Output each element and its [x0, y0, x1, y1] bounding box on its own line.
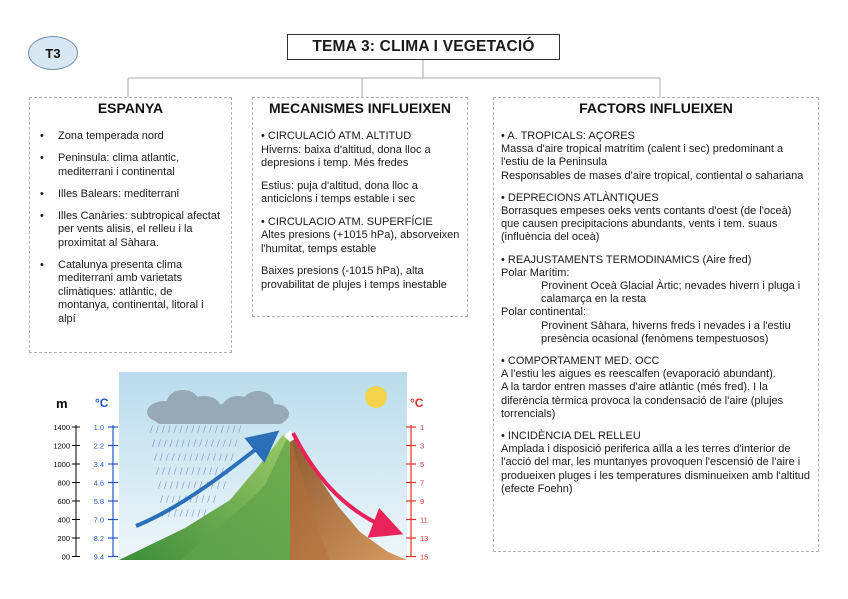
- left-temp-tick-label: 4.6: [93, 478, 104, 488]
- factors-panel: [493, 97, 819, 552]
- reajust-title: • REAJUSTAMENTS TERMODINAMICS (Aire fred): [501, 254, 812, 267]
- svg-text:/ / / / / / / /: / / / / / / / /: [162, 509, 207, 519]
- altitude-tick-label: 1400: [53, 423, 70, 432]
- left-temp-tick-label: 1.0: [93, 423, 104, 432]
- left-temp-tick-label: 2.2: [93, 441, 104, 451]
- altitude-tick-label: 1000: [53, 460, 70, 469]
- superficie-baixes: Baixes presions (-1015 hPa), alta provabilitat de plujes i temps inestable: [261, 265, 447, 291]
- svg-text:/ / / / / / / / / / / / / /: / / / / / / / / / / / / / /: [154, 453, 234, 463]
- right-temp-tick-label: 3: [420, 441, 425, 451]
- svg-text:/ / / / / / / / / /: / / / / / / / / / /: [160, 495, 217, 505]
- altitude-tick-label: 00: [61, 552, 70, 562]
- comportament-title: • COMPORTAMENT MED. OCC: [501, 355, 812, 368]
- list-item: • Catalunya presenta clima mediterrani amb varietats climàtiques: atlàntic, de montanya, continental, litoral i alpí: [38, 259, 223, 327]
- superficie-altes: Altes presions (+1015 hPa), absorveixen l'humitat, temps estable: [261, 229, 460, 255]
- svg-text:/ / / / / / / / / / / /: / / / / / / / / / / / /: [158, 481, 226, 491]
- espanya-heading: ESPANYA: [97, 100, 164, 116]
- right-temp-tick-label: 15: [420, 552, 429, 562]
- superficie-title: CIRCULACIO ATM. SUPERFÍCIE: [267, 215, 433, 228]
- polar-maritim-label: Polar Marítim:: [501, 266, 570, 279]
- topic-badge: T3: [28, 36, 78, 70]
- depresions-title: • DEPRECIONS ATLÀNTIQUES: [501, 192, 812, 205]
- svg-text:/ / / / / / / / / / / / / / /: / / / / / / / / / / / / / / / /: [150, 425, 242, 435]
- altitude-tick-label: 600: [57, 497, 70, 506]
- altitud-title: CIRCULACIÓ ATM. ALTITUD: [267, 130, 412, 142]
- depresions-text: Borrasques empeses oeks vents contants d'oest (de l'oceà) que causen precipitacions abundants, vents i tem. suaus (influència del oceà): [501, 205, 792, 244]
- list-item: • Illes Balears: mediterrani: [38, 188, 223, 202]
- comportament-text: A l'estiu les aigues es reescalfen (evaporació abundant).: [501, 368, 776, 381]
- factors-heading: FACTORS INFLUEIXEN: [579, 100, 733, 116]
- left-temp-tick-label: 5.8: [93, 497, 104, 506]
- factors-text: [501, 130, 812, 496]
- right-temp-tick-label: 11: [420, 515, 428, 525]
- left-temp-unit-label: °C: [95, 396, 109, 410]
- right-temp-tick-label: 7: [420, 478, 425, 488]
- altitude-unit-label: m: [56, 396, 68, 411]
- altitude-tick-label: 800: [57, 478, 70, 488]
- right-temp-tick-label: 5: [420, 460, 425, 469]
- tropicals-text: Responsables de mases d'aire tropical, contiental o sahariana: [501, 169, 804, 182]
- altitud-hivern: Hiverns: baixa d'altitud, dona lloc a depresions i temp. Més fredes: [261, 143, 431, 169]
- espanya-list: [38, 130, 223, 335]
- tropicals-text: Massa d'aire tropical matrítim (calent i sec) predominant a l'estiu de la Peninsula: [501, 143, 784, 169]
- mecanismes-heading: MECANISMES INFLUEIXEN: [268, 100, 451, 116]
- right-temp-tick-label: 9: [420, 497, 425, 506]
- mecanismes-panel: [252, 97, 468, 317]
- svg-text:/ / / / / / / / / / / / / / /: / / / / / / / / / / / / / / /: [152, 439, 238, 449]
- altitud-estiu: Estius: puja d'altitud, dona lloc a anticiclons i temps estable i sec: [261, 179, 418, 205]
- foehn-diagram: [0, 370, 480, 570]
- right-temp-unit-label: °C: [410, 396, 424, 410]
- mecanismes-text: • CIRCULACIÓ ATM. ALTITUD Hiverns: baixa d'altitud, dona lloc a depresions i temp. Més fredes Estius: puja d'altitud, dona lloc a anticiclons i temps estable i sec • CIRCULACIO ATM. SUPERFÍCIE Altes presions (+1015 hPa), absorveixen l'humitat, temps estable Baixes presions (-1015 hPa), alta provabilitat de plujes i temps inestable: [261, 130, 460, 291]
- svg-text:/ / / / / / / / / / / / /: / / / / / / / / / / / / /: [156, 467, 230, 477]
- polar-maritim-text: Provinent Oceà Glacial Àrtic; nevades hivern i pluga i calamarça en la resta: [541, 280, 801, 306]
- left-temp-tick-label: 3.4: [93, 460, 104, 469]
- left-temp-tick-label: 9.4: [93, 552, 104, 562]
- left-temp-tick-label: 8.2: [93, 534, 104, 543]
- polar-continental-label: Polar continental:: [501, 306, 586, 319]
- altitude-tick-label: 200: [57, 534, 70, 543]
- comportament-text: A la tardor entren masses d'aire atlàntic (més fred). I la diferència tèrmica provoca la condensació de l'aire (plujes torrencials): [501, 381, 784, 420]
- polar-continental-text: Provinent Sàhara, hiverns freds i nevades i a l'estiu presència ocasional (fenòmens tempestuosos): [541, 319, 791, 345]
- relleu-title: • INCIDÈNCIA DEL RELLEU: [501, 430, 812, 443]
- page-title: TEMA 3: CLIMA I VEGETACIÓ: [287, 34, 560, 60]
- espanya-panel: [29, 97, 232, 353]
- altitude-tick-label: 1200: [53, 441, 70, 451]
- relleu-text: Amplada i disposició periferica aïlla a les terres d'interior de l'acció del mar, les muntanyes provoquen l'escensió de l'aire i produeixen pluges i les temperatures disminueixen amb l'altitud (efecte Foehn): [501, 443, 811, 495]
- tropicals-title: • A. TROPICALS: AÇORES: [501, 130, 812, 143]
- list-item: • Zona temperada nord: [38, 130, 223, 144]
- sun-icon: [365, 386, 387, 408]
- list-item: • Illes Canàries: subtropical afectat per vents alisis, el relleu i la proximitat al Sàhara.: [38, 210, 223, 251]
- right-temp-tick-label: 13: [420, 534, 429, 543]
- left-temp-tick-label: 7.0: [93, 515, 104, 525]
- list-item: • Peninsula: clima atlantic, mediterrani i continental: [38, 152, 223, 179]
- right-temp-tick-label: 1: [420, 423, 425, 432]
- altitude-tick-label: 400: [57, 515, 70, 525]
